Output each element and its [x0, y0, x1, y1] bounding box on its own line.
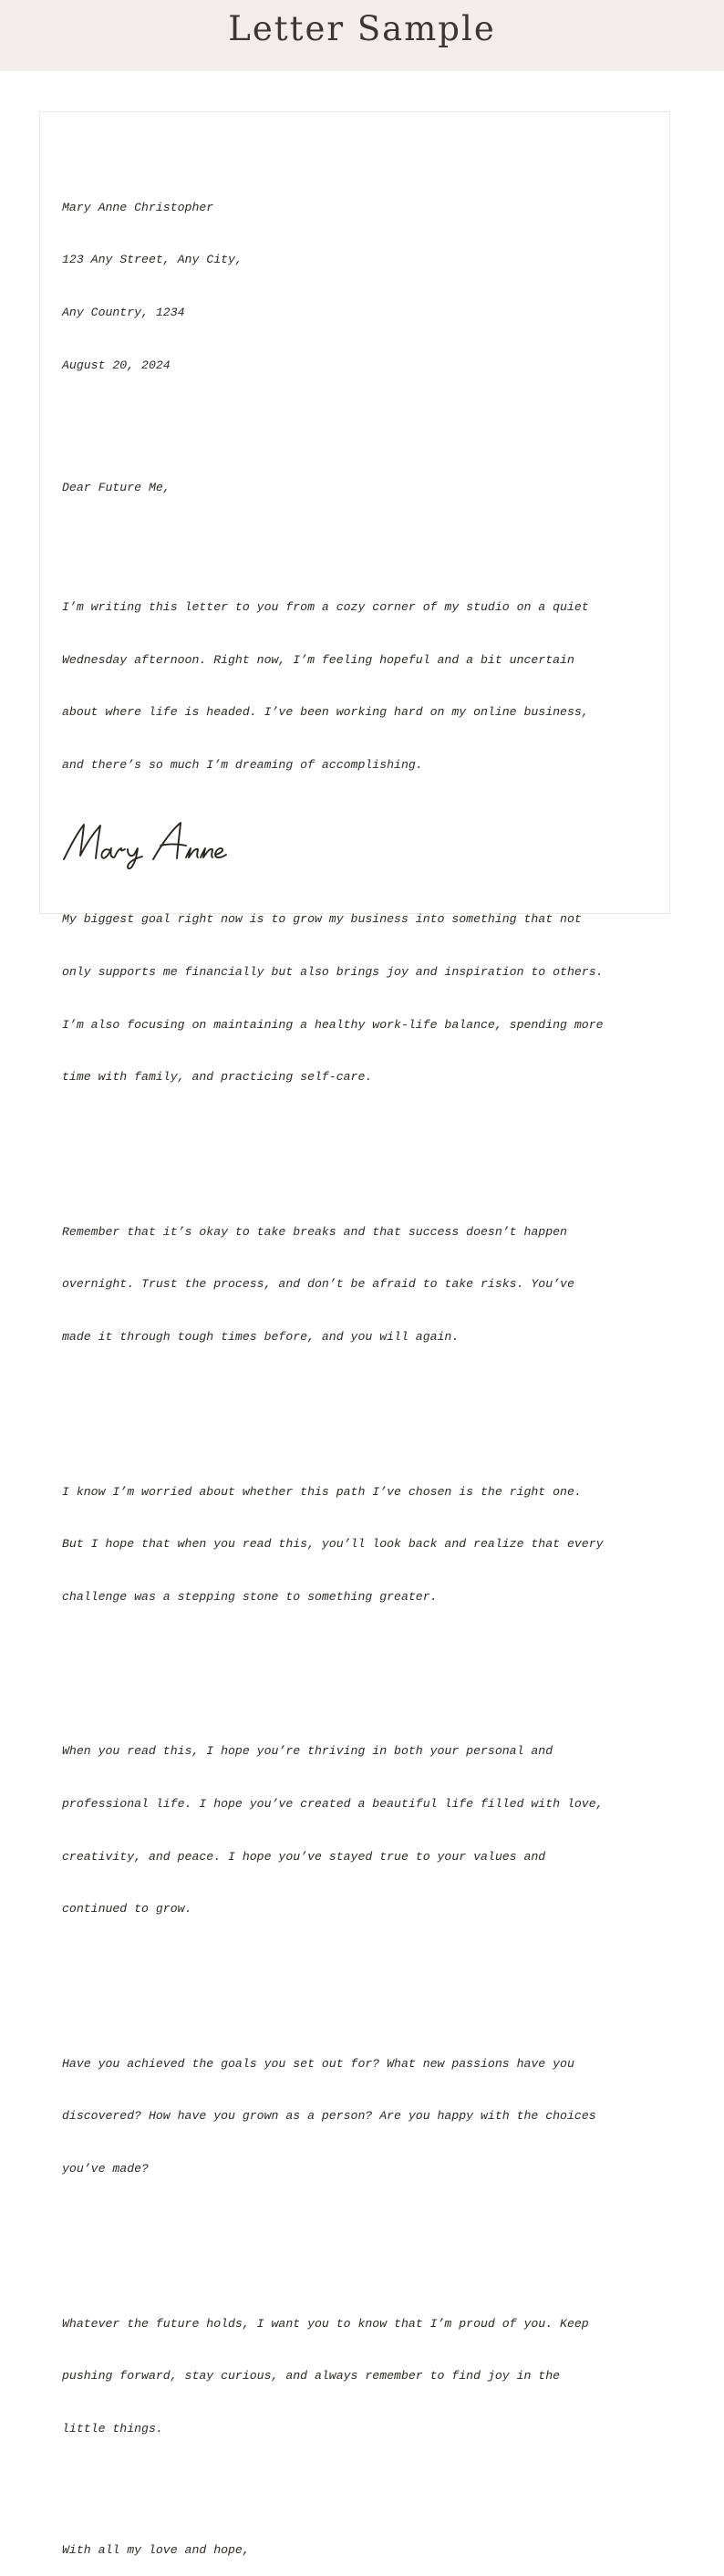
paragraph-line: I’m also focusing on maintaining a healthy work-life balance, spending more: [62, 1017, 604, 1032]
page-title: Letter Sample: [228, 9, 496, 48]
letter-body: [62, 129, 655, 2576]
paragraph-line: Whatever the future holds, I want you to know that I’m proud of you. Keep: [62, 2316, 589, 2331]
paragraph: [62, 2020, 655, 2212]
paragraph-line: creativity, and peace. I hope you’ve stayed true to your values and: [62, 1849, 546, 1864]
paragraph-line: only supports me financially but also brings joy and inspiration to others.: [62, 965, 604, 979]
sender-address: [62, 163, 655, 409]
paragraph-line: about where life is headed. I’ve been working hard on my online business,: [62, 705, 589, 720]
paragraph-line: Remember that it’s okay to take breaks and that success doesn’t happen: [62, 1224, 567, 1239]
paragraph-line: little things.: [62, 2421, 163, 2436]
paragraph-line: Wednesday afternoon. Right now, I’m feeling hopeful and a bit uncertain: [62, 652, 574, 667]
sender-name: Mary Anne Christopher: [62, 200, 214, 214]
header-banner: [0, 0, 724, 71]
paragraph-line: and there’s so much I’m dreaming of accomplishing.: [62, 757, 423, 772]
sender-street: 123 Any Street, Any City,: [62, 253, 243, 267]
paragraph-line: time with family, and practicing self-care.: [62, 1070, 373, 1085]
letter-date: August 20, 2024: [62, 358, 171, 372]
paragraph: [62, 876, 655, 1121]
paragraph-line: But I hope that when you read this, you’ll look back and realize that every: [62, 1537, 604, 1552]
paragraph-line: Have you achieved the goals you set out for? What new passions have you: [62, 2056, 574, 2071]
sender-country: Any Country, 1234: [62, 306, 185, 319]
paragraph-line: I’m writing this letter to you from a cozy corner of my studio on a quiet: [62, 600, 589, 615]
paragraph-line: made it through tough times before, and you will again.: [62, 1329, 460, 1344]
paragraph-line: When you read this, I hope you’re thriving in both your personal and: [62, 1744, 553, 1759]
paragraph: [62, 564, 655, 809]
paragraph-line: My biggest goal right now is to grow my business into something that not: [62, 912, 582, 927]
paragraph-line: pushing forward, stay curious, and always remember to find joy in the: [62, 2369, 561, 2384]
salutation: Dear Future Me,: [62, 480, 171, 494]
paragraph-line: professional life. I hope you’ve created a beautiful life filled with love,: [62, 1796, 604, 1811]
closing-line: With all my love and hope,: [62, 2542, 250, 2557]
signature: [58, 817, 250, 870]
paragraph-line: I know I’m worried about whether this path I’ve chosen is the right one.: [62, 1484, 582, 1499]
paragraph-line: continued to grow.: [62, 1902, 192, 1916]
paragraph: [62, 1708, 655, 1953]
paragraph-line: overnight. Trust the process, and don’t be afraid to take risks. You’ve: [62, 1277, 574, 1292]
paragraph: [62, 2280, 655, 2472]
paragraph-line: you’ve made?: [62, 2161, 149, 2176]
paragraph: [62, 1448, 655, 1640]
paragraph: [62, 1188, 655, 1380]
paragraph-line: challenge was a stepping stone to something greater.: [62, 1589, 438, 1604]
paragraph-line: discovered? How have you grown as a person? Are you happy with the choices: [62, 2109, 596, 2124]
